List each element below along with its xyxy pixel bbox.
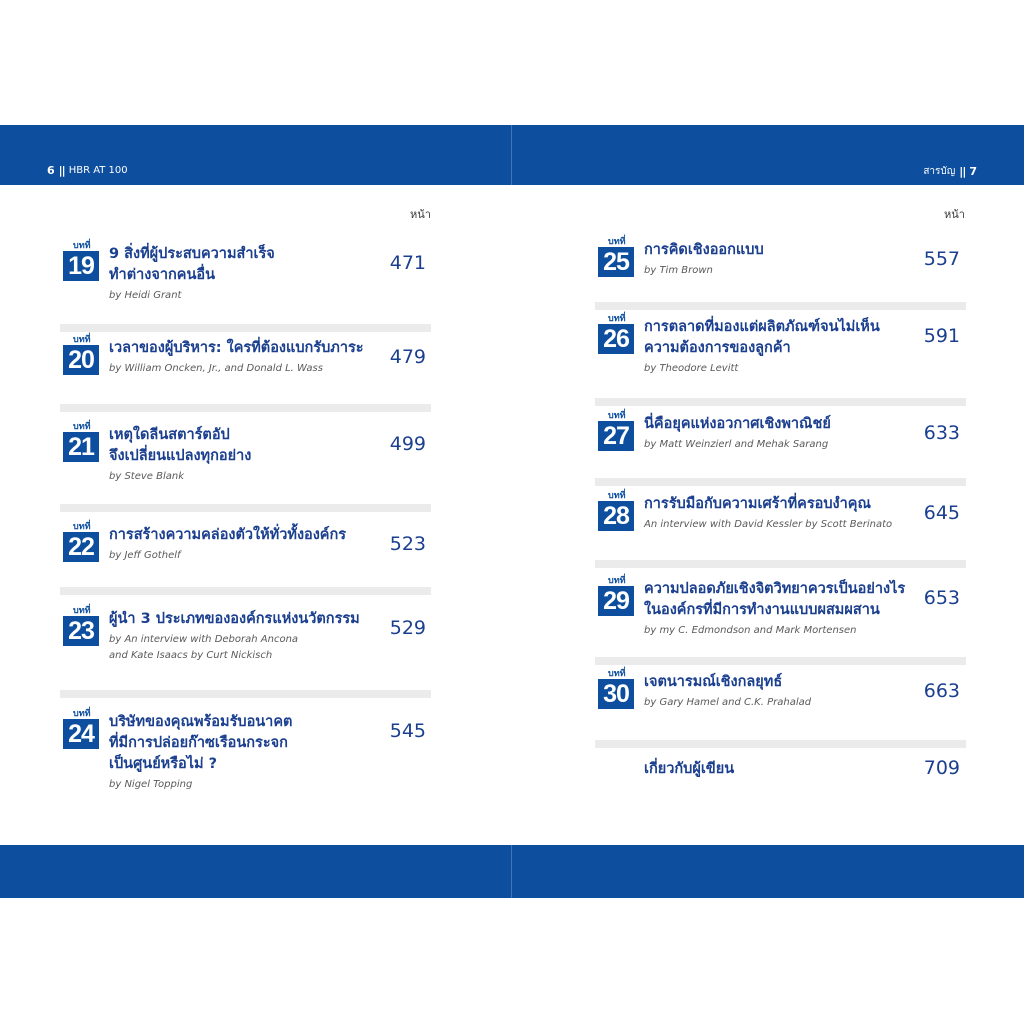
chapter-label: บทที่ [73,606,91,616]
chapter-label: บทที่ [73,422,91,432]
chapter-label: บทที่ [608,491,626,501]
chapter-author-line: An interview with David Kessler by Scott Berinato [644,519,893,530]
chapter-number: 28 [598,501,634,531]
entry-separator [595,478,966,486]
chapter-title-line: ทำต่างจากคนอื่น [109,267,215,283]
chapter-label: บทที่ [608,237,626,247]
chapter-author-line: by Nigel Topping [109,779,193,790]
chapter-title[interactable] [644,579,905,621]
chapter-author [109,548,181,564]
chapter-author-line: by An interview with Deborah Ancona [109,634,299,645]
header-divider: || [959,165,966,178]
entry-separator [60,404,431,412]
chapter-label: บทที่ [73,241,91,251]
chapter-title[interactable] [644,317,880,359]
footer-band [0,845,1024,898]
chapter-author [644,263,713,279]
chapter-label: บทที่ [73,335,91,345]
chapter-number: 25 [598,247,634,277]
chapter-number: 24 [63,719,99,749]
page-number[interactable]: 529 [389,617,426,639]
chapter-author-line: and Kate Isaacs by Curt Nickisch [109,650,273,661]
chapter-author [644,623,856,639]
entry-separator [595,740,966,748]
chapter-title-line: ในองค์กรที่มีการทำงานแบบผสมผสาน [644,602,880,618]
page-column-label: หน้า [944,208,965,221]
chapter-number: 22 [63,532,99,562]
chapter-author [109,777,192,793]
chapter-number: 23 [63,616,99,646]
chapter-author [644,361,738,377]
chapter-title-line: การสร้างความคล่องตัวให้ทั่วทั้งองค์กร [109,527,347,543]
chapter-title-line: ความปลอดภัยเชิงจิตวิทยาควรเป็นอย่างไร [644,581,906,597]
chapter-author-line: by William Oncken, Jr., and Donald L. Wass [109,363,323,374]
chapter-title-line: ความต้องการของลูกค้า [644,340,791,356]
chapter-number: 20 [63,345,99,375]
chapter-title[interactable] [644,672,782,693]
chapter-title[interactable] [644,414,831,435]
entry-separator [595,657,966,665]
chapter-title-line: 9 สิ่งที่ผู้ประสบความสำเร็จ [109,246,275,262]
chapter-title-line: เป็นศูนย์หรือไม่ ? [109,756,218,772]
page-number[interactable]: 479 [389,346,426,368]
chapter-author [644,437,828,453]
chapter-author [644,695,811,711]
header-band [0,125,1024,185]
chapter-title-line: เหตุใดลีนสตาร์ตอัป [109,427,230,443]
chapter-author-line: by Theodore Levitt [644,363,739,374]
page-number[interactable]: 591 [923,325,960,347]
chapter-title-line: ที่มีการปล่อยก๊าซเรือนกระจก [109,735,288,751]
section-title: สารบัญ [923,166,956,177]
entry-separator [595,302,966,310]
chapter-author-line: by Heidi Grant [109,290,182,301]
chapter-label: บทที่ [73,709,91,719]
right-running-header [923,164,977,179]
left-running-header [47,164,128,177]
page-number[interactable]: 557 [923,248,960,270]
chapter-number: 19 [63,251,99,281]
chapter-title-line: การรับมือกับความเศร้าที่ครอบงำคุณ [644,496,871,512]
chapter-label: บทที่ [73,522,91,532]
chapter-author-line: by my C. Edmondson and Mark Mortensen [644,625,857,636]
chapter-author-line: by Jeff Gothelf [109,550,181,561]
chapter-author-line: by Matt Weinzierl and Mehak Sarang [644,439,829,450]
page-column-label: หน้า [410,208,431,221]
chapter-number: 21 [63,432,99,462]
chapter-label: บทที่ [608,314,626,324]
chapter-author [109,632,298,664]
page-number[interactable]: 545 [389,720,426,742]
chapter-author [644,517,892,533]
entry-separator [60,324,431,332]
page-number[interactable]: 663 [923,680,960,702]
chapter-author [109,288,181,304]
chapter-title[interactable] [109,609,360,630]
about-authors-title[interactable]: เกี่ยวกับผู้เขียน [644,761,735,777]
chapter-number: 30 [598,679,634,709]
header-divider: || [58,164,65,177]
chapter-title-line: นี่คือยุคแห่งอวกาศเชิงพาณิชย์ [644,416,831,432]
chapter-author-line: by Steve Blank [109,471,185,482]
entry-separator [60,587,431,595]
page-number[interactable]: 709 [923,757,960,779]
book-title: HBR AT 100 [68,165,128,176]
page-number[interactable]: 645 [923,502,960,524]
chapter-author [109,361,323,377]
chapter-title-line: เวลาของผู้บริหาร: ใครที่ต้องแบกรับภาระ [109,340,364,356]
entry-separator [60,690,431,698]
chapter-title-line: จึงเปลี่ยนแปลงทุกอย่าง [109,448,252,464]
page-number[interactable]: 523 [389,533,426,555]
chapter-title-line: บริษัทของคุณพร้อมรับอนาคต [109,714,293,730]
entry-separator [595,560,966,568]
chapter-label: บทที่ [608,669,626,679]
right-page-number: 7 [969,165,977,178]
entry-separator [60,504,431,512]
chapter-number: 27 [598,421,634,451]
page-number[interactable]: 471 [389,252,426,274]
chapter-title-line: เจตนารมณ์เชิงกลยุทธ์ [644,674,783,690]
chapter-title[interactable] [644,240,764,261]
chapter-title[interactable] [644,494,871,515]
chapter-author-line: by Gary Hamel and C.K. Prahalad [644,697,812,708]
entry-separator [595,398,966,406]
page-number[interactable]: 653 [923,587,960,609]
chapter-label: บทที่ [608,576,626,586]
chapter-title[interactable] [109,338,364,359]
page-number[interactable]: 633 [923,422,960,444]
chapter-author-line: by Tim Brown [644,265,713,276]
chapter-title-line: การตลาดที่มองแต่ผลิตภัณฑ์จนไม่เห็น [644,319,880,335]
chapter-number: 29 [598,586,634,616]
chapter-title-line: การคิดเชิงออกแบบ [644,242,764,258]
chapter-author [109,469,184,485]
chapter-title[interactable] [109,244,275,286]
chapter-label: บทที่ [608,411,626,421]
spine-gutter [511,845,512,898]
chapter-number: 26 [598,324,634,354]
chapter-title-line: ผู้นำ 3 ประเภทขององค์กรแห่งนวัตกรรม [109,611,360,627]
left-page-number: 6 [47,164,55,177]
chapter-title[interactable] [109,525,346,546]
chapter-title[interactable] [109,425,251,467]
page-number[interactable]: 499 [389,433,426,455]
chapter-title[interactable] [109,712,292,775]
spine-gutter [511,125,512,185]
